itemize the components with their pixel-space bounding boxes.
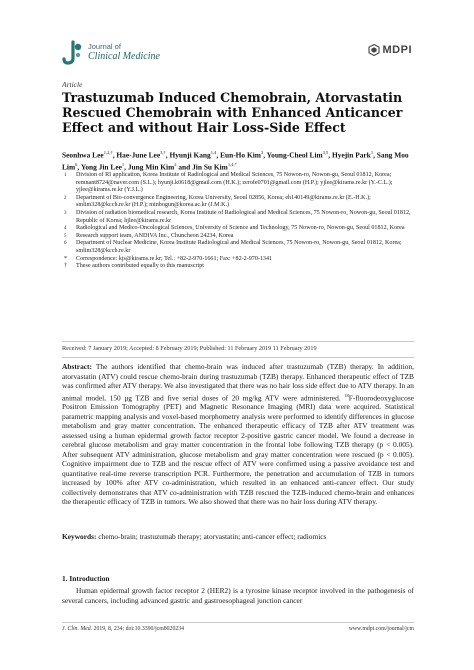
article-title: Trastuzumab Induced Chemobrain, Atorvastatin Rescued Chemobrain with Enhanced Anticancer Effect and without Hair Loss-Side Effect <box>62 90 403 135</box>
affiliation-text: These authors contributed equally to this manuscript <box>76 263 204 270</box>
affiliation-text: Radiological and Medico-Oncological Sciences, University of Science and Technology, 75 Nowon-ro, Nowon-gu, Seoul 01812, Korea <box>76 225 405 232</box>
author-name[interactable]: Jin Su Kim <box>192 162 228 172</box>
author-separator: , <box>328 150 332 160</box>
affiliation-item <box>62 240 414 255</box>
affiliation-text: Division of RI application, Korea Institute of Radiological and Medical Sciences, 75 Nowon-ro, Nowon-gu, Seoul 01812, Korea; remnant8724@naver.com (S.L.); hyunji.k0618@gmail.com (H.K.); zerofe0701@gmail.com (H.P.); yjlee@kirams.re.kr (Y.-C.L.); yjlee@kirams.re.kr (Y.J.L.) <box>76 172 393 194</box>
affiliation-item <box>62 263 414 271</box>
author-affiliation-sup: 2 <box>174 162 177 168</box>
author-name[interactable]: Yong Jin Lee <box>80 162 122 172</box>
keywords <box>62 532 414 542</box>
divider-top <box>62 341 414 342</box>
affiliation-item <box>62 256 414 264</box>
mdpi-logo[interactable] <box>368 44 413 56</box>
author-separator: , <box>112 150 117 160</box>
mdpi-hexagon-icon <box>368 44 380 56</box>
affiliation-text: Research support team, ANDIVA Inc., Chuncheon 24234, Korea <box>76 232 234 239</box>
abstract <box>62 362 414 507</box>
author-list <box>62 148 412 173</box>
section-heading-introduction: 1. Introduction <box>62 574 110 583</box>
author-affiliation-sup: 1,4 <box>210 150 217 155</box>
author-separator: , <box>165 150 170 160</box>
journal-name-top: Journal of <box>88 42 121 51</box>
affiliation-text: Correspondence: kjs@kirams.re.kr; Tel.: +82-2-970-1661; Fax: +82-2-970-1341 <box>76 255 273 262</box>
affiliation-text: Department of Nuclear Medicine, Korea Institute Radiological and Medical Sciences, 75 Nowon-ro, Nowon-gu, Seoul 01812, Korea; smlim328@kcch.re.kr <box>76 240 402 254</box>
affiliation-item <box>62 225 414 233</box>
author-separator: , <box>216 150 221 160</box>
author-name[interactable]: Seonhwa Lee <box>62 150 104 160</box>
author-separator: , <box>373 150 377 160</box>
affiliation-text: Division of radiation biomedical research, Korea Institute of Radiological and Medical Sciences, 75 Nowon-ro, Nowon-gu, Seoul 01812, Republic of Korea; hjlee@kirams.re.kr <box>76 209 411 224</box>
affiliation-marker: * <box>64 255 68 262</box>
author-separator: , <box>263 150 267 160</box>
divider-bottom <box>62 357 414 358</box>
author-affiliation-sup: 3,5 <box>322 150 329 155</box>
author-name[interactable]: Jung Min Kim <box>127 162 175 172</box>
publication-dates: Received: 7 January 2019; Accepted: 8 February 2019; Published: 11 February 2019 11 February 2019 <box>62 345 317 352</box>
affiliation-marker: 4 <box>64 226 67 232</box>
journal-name-main: Clinical Medicine <box>88 51 160 62</box>
author-separator: , <box>77 162 81 172</box>
author-separator: and <box>176 162 193 172</box>
affiliations-list <box>62 172 414 271</box>
journal-logo-icon <box>62 40 84 66</box>
author-name[interactable]: Sang Moo Lim <box>62 150 409 172</box>
footer-divider <box>62 622 414 623</box>
affiliation-marker: 3 <box>64 210 67 216</box>
affiliation-marker: † <box>64 263 68 270</box>
affiliation-marker: 5 <box>64 233 67 239</box>
abstract-text-b: F-fluorodeoxyglucose Positron Emission Tomography (PET) and Magnetic Resonance Imaging (MRI) data were acquired. Statistical parametric mapping analysis and voxel-based morphometry analysis were performed to identify differences in glucose metabolism and gray matter concentration. The enhanced therapeutic efficacy of TZB after ATV treatment was assessed using a human epidermal growth factor receptor 2-positive gastric cancer model. We found a decrease in cerebral glucose metabolism and gray matter concentration in the frontal lobe following TZB therapy (p < 0.005). After subsequent ATV administration, glucose metabolism and gray matter concentration were rescued (p < 0.005). Cognitive impairment due to TZB and the rescue effect of ATV were confirmed using a passive avoidance test and quantitative real-time reverse transcription PCR. Furthermore, the penetration and accumulation of TZB in tumors increased by 100% after ATV co-administration, which resulted in an enhanced anti-cancer effect. Our study collectively demonstrates that ATV co-administration with TZB rescued the TZB-induced chemo-brain and enhances the therapeutic efficacy of TZB in tumors. We also showed that there was no hair loss during ATV therapy. <box>62 392 414 507</box>
author-separator: , <box>124 162 128 172</box>
author-name[interactable]: Young-Cheol Lim <box>266 150 323 160</box>
introduction-text: Human epidermal growth factor receptor 2 (HER2) is a tyrosine kinase receptor involved in the pathogenesis of several cancers, including advanced gastric and gastroesophageal junction cancer <box>62 586 414 605</box>
journal-name[interactable] <box>88 42 160 62</box>
author-name[interactable]: Hae-June Lee <box>116 150 161 160</box>
affiliation-item <box>62 195 414 210</box>
abstract-text-a: The authors identified that chemo-brain was induced after trastuzumab (TZB) therapy. In addition, atorvastatin (ATV) could rescue chemo-brain during trastuzumab (TZB) therapy. Enhanced therapeutic effect of TZB was confirmed after ATV therapy. We also investigated that there was no hair loss side effect due to ATV therapy. In an animal model, 150 μg TZB and five serial doses of 20 mg/kg ATV were administered. <box>62 362 414 402</box>
author-name[interactable]: Eun-Ho Kim <box>220 150 261 160</box>
affiliation-marker: 6 <box>64 241 67 247</box>
author-affiliation-sup: 1,4,* <box>227 162 237 168</box>
author-affiliation-sup: 1,2,† <box>103 150 113 155</box>
affiliation-marker: 2 <box>64 195 67 201</box>
affiliation-text: Department of Bio-convergence Engineering, Korea University, Seoul 02856, Korea; eh140149@kirams.re.kr (E.-H.K.); smlim328@kcch.re.kr (H.P.); minbogun@korea.ac.kr (J.M.K.) <box>76 194 371 209</box>
author-affiliation-sup: 1 <box>121 162 125 168</box>
author-affiliation-sup: 3,† <box>160 150 166 155</box>
affiliation-marker: 1 <box>64 173 67 178</box>
keywords-label: Keywords: <box>62 532 97 541</box>
author-name[interactable]: Hyejin Park <box>332 150 371 160</box>
author-affiliation-sup: 3 <box>260 150 264 155</box>
footer-citation <box>62 626 184 632</box>
abstract-label: Abstract: <box>62 362 92 371</box>
affiliation-item <box>62 210 414 225</box>
author-name[interactable]: Hyunji Kang <box>169 150 211 160</box>
keywords-text: chemo-brain; trastuzumab therapy; atorvastatin; anti-cancer effect; radiomics <box>96 532 327 541</box>
footer-url[interactable]: www.mdpi.com/journal/jcm <box>348 626 414 632</box>
abstract-isotope-sup: 18 <box>344 392 349 398</box>
footer-citation-text: 2019, 8, 234; doi:10.3390/jcm8020234 <box>92 626 185 632</box>
affiliation-item <box>62 172 414 195</box>
author-affiliation-sup: 1 <box>370 150 374 155</box>
author-affiliation-sup: 6 <box>75 162 78 168</box>
footer-journal-abbrev: J. Clin. Med. <box>62 626 93 632</box>
mdpi-logo-text: MDPI <box>382 44 412 56</box>
article-type: Article <box>62 80 83 89</box>
